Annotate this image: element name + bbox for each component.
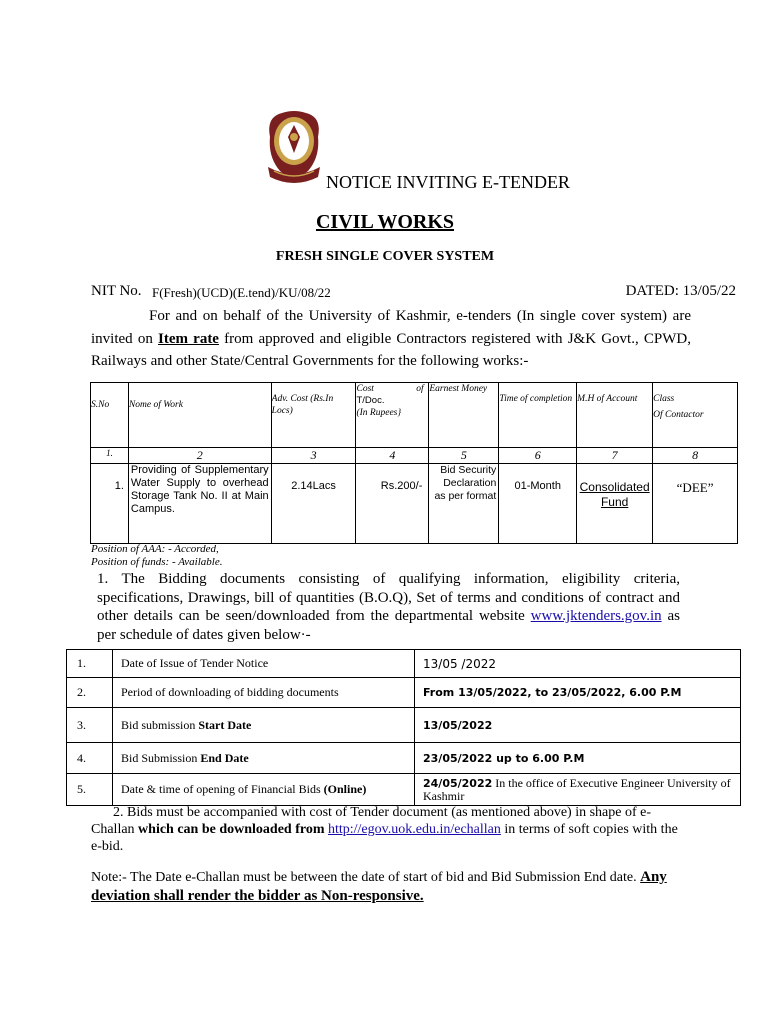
system-heading: FRESH SINGLE COVER SYSTEM bbox=[275, 249, 495, 264]
position-aaa: Position of AAA: - Accorded, bbox=[91, 543, 219, 555]
point-2-bold: which can be downloaded from bbox=[138, 822, 328, 837]
schedule-value: 13/05/2022 bbox=[415, 708, 741, 743]
note bbox=[91, 868, 691, 906]
jktenders-link[interactable]: www.jktenders.gov.in bbox=[530, 608, 662, 624]
col-number: 1. bbox=[91, 448, 129, 464]
schedule-no: 3. bbox=[67, 708, 113, 743]
header-mh-account: M.H of Account bbox=[577, 383, 653, 448]
row-class: “DEE” bbox=[653, 464, 738, 544]
col-number: 2 bbox=[128, 448, 271, 464]
schedule-value: 23/05/2022 up to 6.00 P.M bbox=[415, 743, 741, 774]
schedule-value: 13/05 /2022 bbox=[415, 650, 741, 678]
echallan-link[interactable]: http://egov.uok.edu.in/echallan bbox=[327, 822, 501, 837]
row-earnest: Bid Security Declaration as per format bbox=[429, 464, 499, 544]
schedule-no: 2. bbox=[67, 678, 113, 708]
header-sno: S.No bbox=[91, 383, 129, 448]
schedule-no: 1. bbox=[67, 650, 113, 678]
schedule-label: Date of Issue of Tender Notice bbox=[113, 650, 415, 678]
header-name-of-work: Nome of Work bbox=[128, 383, 271, 448]
header-time: Time of completion bbox=[499, 383, 577, 448]
row-name-of-work: Providing of Supplementary Water Supply to overhead Storage Tank No. II at Main Campus. bbox=[128, 464, 271, 544]
item-rate: Item rate bbox=[158, 330, 219, 347]
table-row bbox=[67, 743, 741, 774]
col-number: 8 bbox=[653, 448, 738, 464]
note-text: Note:- The Date e-Challan must be between the date of start of bid and Bid Submission End date. bbox=[91, 870, 641, 885]
table-row bbox=[67, 678, 741, 708]
row-sno: 1. bbox=[91, 464, 129, 544]
header-adv-cost: Adv. Cost (Rs.In Locs) bbox=[271, 383, 356, 448]
col-number: 4 bbox=[356, 448, 429, 464]
header-earnest-money: Earnest Money bbox=[429, 383, 499, 448]
table-row bbox=[67, 650, 741, 678]
table-row bbox=[67, 774, 741, 806]
schedule-table bbox=[66, 649, 741, 806]
point-2-tail: in terms of soft copies with the e-bid. bbox=[91, 822, 678, 854]
university-seal-logo bbox=[262, 107, 326, 193]
schedule-value: 24/05/2022 In the office of Executive Engineer University of Kashmir bbox=[415, 774, 741, 806]
intro-paragraph bbox=[91, 305, 691, 373]
schedule-no: 4. bbox=[67, 743, 113, 774]
col-number: 3 bbox=[271, 448, 356, 464]
table-header-row bbox=[91, 383, 738, 448]
table-number-row bbox=[91, 448, 738, 464]
note-bold: Any deviation shall render the bidder as Non-responsive. bbox=[91, 869, 667, 904]
intro-text-2: from approved and eligible Contractors registered with J&K Govt., CPWD, Railways and other State/Central Governments for the following works:- bbox=[91, 330, 691, 369]
civil-works-heading: CIVIL WORKS bbox=[315, 211, 454, 233]
schedule-no: 5. bbox=[67, 774, 113, 806]
col-number: 7 bbox=[577, 448, 653, 464]
row-adv-cost: 2.14Lacs bbox=[271, 464, 356, 544]
table-row bbox=[67, 708, 741, 743]
nit-label: NIT No. bbox=[91, 283, 142, 299]
point-1 bbox=[97, 570, 680, 644]
nit-number: F(Fresh)(UCD)(E.tend)/KU/08/22 bbox=[152, 285, 331, 300]
notice-title: NOTICE INVITING E-TENDER bbox=[326, 172, 570, 192]
col-number: 5 bbox=[429, 448, 499, 464]
row-mh: Consolidated Fund bbox=[577, 464, 653, 544]
header-cost-tdoc: Cost of T/Doc. (In Rupees} bbox=[356, 383, 429, 448]
point-2-lead: 2. Bids must be accompanied with cost of Tender document (as mentioned above) in shape of e-Challan bbox=[91, 805, 652, 837]
row-time: 01-Month bbox=[499, 464, 577, 544]
col-number: 6 bbox=[499, 448, 577, 464]
schedule-label: Bid Submission End Date bbox=[113, 743, 415, 774]
point-1-tail: as per schedule of dates given below·- bbox=[97, 608, 681, 643]
dated: DATED: 13/05/22 bbox=[625, 283, 736, 299]
point-1-text: 1. The Bidding documents consisting of qualifying information, eligibility criteria, specifications, Drawings, bill of quantities (B.O.Q), Set of terms and conditions of contract and other details can be seen/downloaded from the departmental website bbox=[97, 571, 680, 624]
header-class: Class Of Contactor bbox=[653, 383, 738, 448]
works-table bbox=[90, 382, 738, 544]
point-2 bbox=[91, 804, 691, 855]
schedule-label: Period of downloading of bidding documents bbox=[113, 678, 415, 708]
intro-text-1: For and on behalf of the University of Kashmir, e-tenders (In single cover system) are invited on bbox=[91, 308, 691, 347]
row-cost: Rs.200/- bbox=[356, 464, 429, 544]
schedule-label: Bid submission Start Date bbox=[113, 708, 415, 743]
schedule-value: From 13/05/2022, to 23/05/2022, 6.00 P.M bbox=[415, 678, 741, 708]
position-funds: Position of funds: - Available. bbox=[91, 556, 223, 568]
table-row bbox=[91, 464, 738, 544]
schedule-label: Date & time of opening of Financial Bids (Online) bbox=[113, 774, 415, 806]
position-info bbox=[91, 543, 222, 569]
